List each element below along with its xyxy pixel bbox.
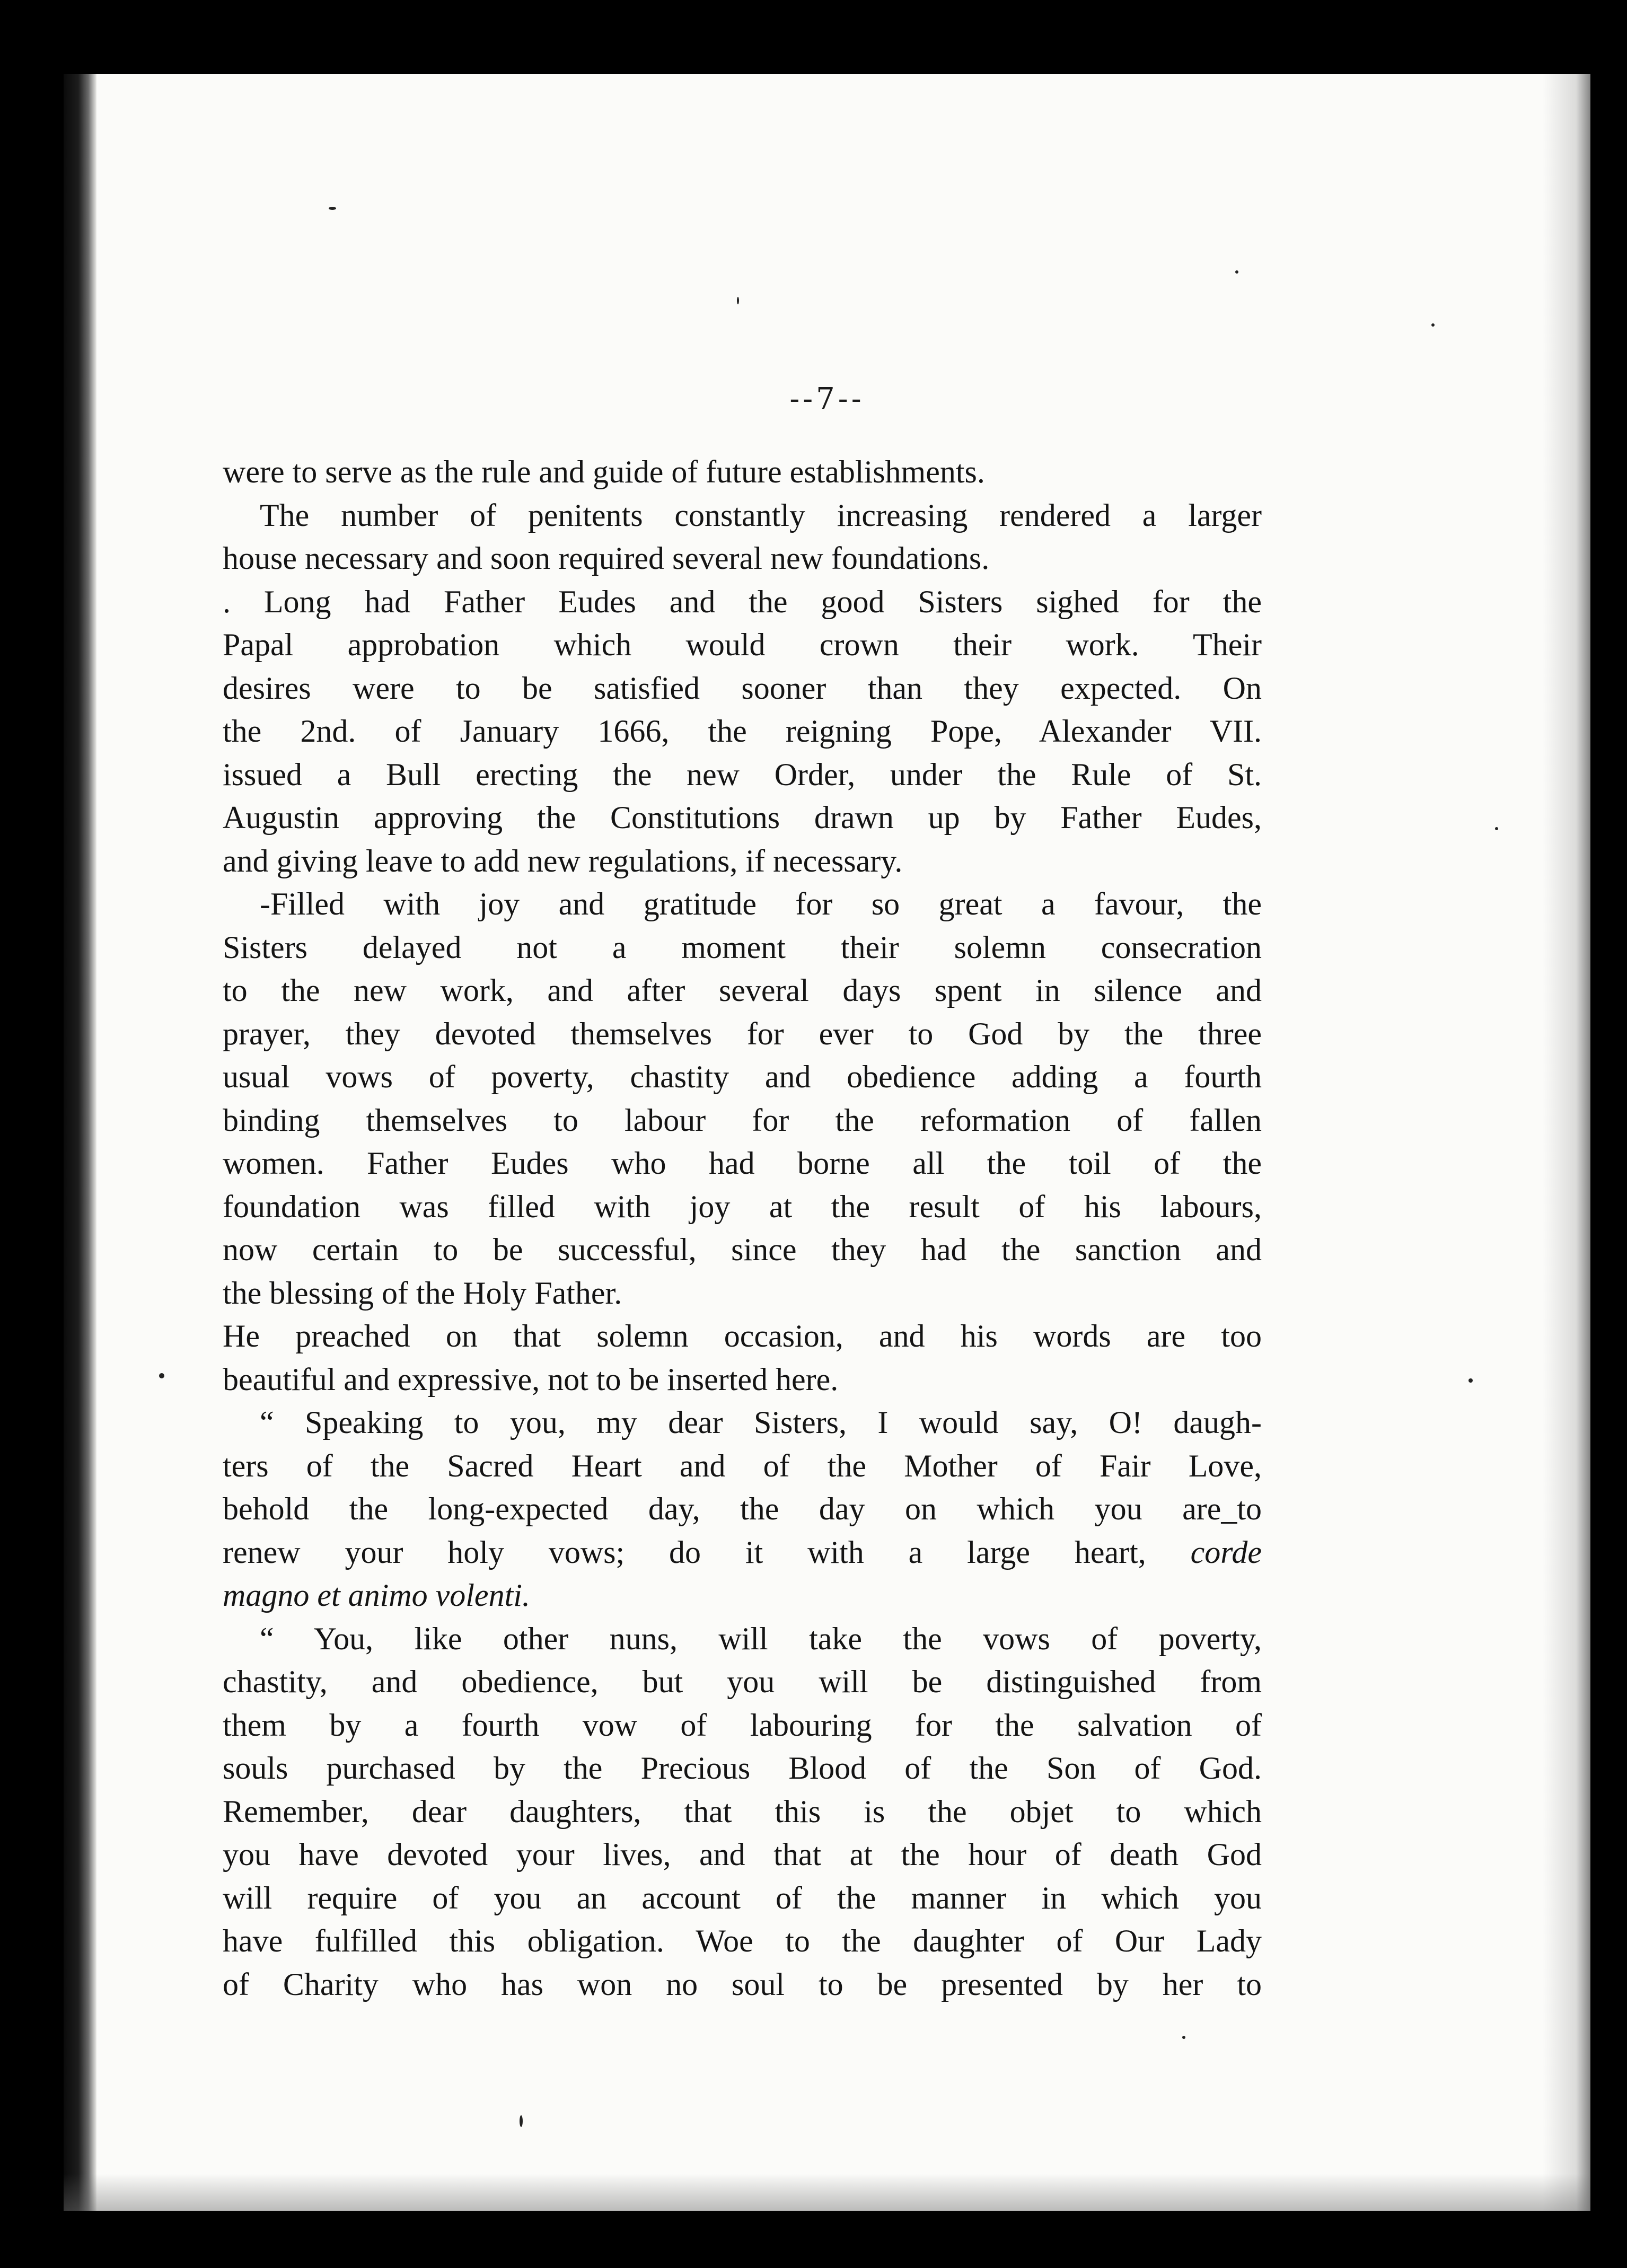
text-line <box>223 1488 1262 1531</box>
scan-speck <box>329 207 336 210</box>
text-line-content: prayer, they devoted themselves for ever to God by the three <box>223 1016 1262 1051</box>
text-line-content: chastity, and obedience, but you will be distinguished from <box>223 1664 1262 1699</box>
text-line <box>223 1531 1262 1575</box>
text-line-content: foundation was filled with joy at the result of his labours, <box>223 1189 1262 1224</box>
text-line <box>223 1790 1262 1834</box>
text-line <box>223 1185 1262 1229</box>
text-line-content: -Filled with joy and gratitude for so great a favour, the <box>260 886 1262 921</box>
page-number: --7-- <box>789 382 865 416</box>
text-line-content: desires were to be satisfied sooner than they expected. On <box>223 670 1262 706</box>
text-line <box>223 1315 1262 1358</box>
text-line <box>223 1445 1262 1488</box>
scan-speck <box>1431 323 1435 327</box>
text-line <box>223 1358 1262 1402</box>
text-line <box>223 1142 1262 1185</box>
text-line-content: them by a fourth vow of labouring for the salvation of <box>223 1707 1262 1743</box>
text-line-content: Sisters delayed not a moment their solemn consecration <box>223 929 1262 965</box>
text-line <box>223 710 1262 753</box>
text-line <box>223 753 1262 797</box>
italic-latin-phrase: corde <box>1190 1534 1262 1570</box>
scan-speck <box>1495 827 1498 830</box>
text-line-content: to the new work, and after several days spent in silence and <box>223 973 1262 1008</box>
scan-speck <box>1182 2036 1185 2039</box>
text-line <box>223 1401 1262 1445</box>
text-line <box>223 1660 1262 1704</box>
text-line <box>223 969 1262 1013</box>
page-edge-shadow <box>64 2174 1590 2211</box>
text-line <box>223 1833 1262 1877</box>
text-line <box>223 1056 1262 1099</box>
text-line <box>223 1963 1262 2007</box>
scan-speck <box>520 2115 523 2127</box>
text-line <box>223 537 1262 581</box>
text-line-content: . Long had Father Eudes and the good Sisters sighed for the <box>223 584 1262 619</box>
text-line <box>223 451 1262 494</box>
text-line-content: ters of the Sacred Heart and of the Mother of Fair Love, <box>223 1448 1262 1483</box>
text-line-content: beautiful and expressive, not to be inserted here. <box>223 1361 839 1397</box>
text-line <box>223 883 1262 926</box>
scan-speck <box>737 297 739 304</box>
text-line-content: you have devoted your lives, and that at the hour of death God <box>223 1837 1262 1872</box>
body-text <box>223 451 1262 2006</box>
text-line <box>223 1272 1262 1315</box>
text-line <box>223 623 1262 667</box>
text-line-content: issued a Bull erecting the new Order, under the Rule of St. <box>223 757 1262 792</box>
text-line-content: were to serve as the rule and guide of future establishments. <box>223 454 985 489</box>
text-line <box>223 1099 1262 1142</box>
scan-speck <box>1235 270 1238 274</box>
text-line-content: will require of you an account of the manner in which you <box>223 1880 1262 1915</box>
text-line <box>223 1618 1262 1661</box>
text-line <box>223 1704 1262 1747</box>
text-line-content: souls purchased by the Precious Blood of the Son of God. <box>223 1751 1262 1786</box>
text-line <box>223 1920 1262 1963</box>
text-line <box>223 581 1262 624</box>
text-line-content: Remember, dear daughters, that this is the objet to which <box>223 1794 1262 1829</box>
text-line-content: the 2nd. of January 1666, the reigning Pope, Alexander VII. <box>223 714 1262 749</box>
text-line <box>223 1228 1262 1272</box>
text-line-content: now certain to be successful, since they had the sanction and <box>223 1232 1262 1267</box>
text-line-content: Augustin approving the Constitutions drawn up by Father Eudes, <box>223 800 1262 835</box>
text-line-content: have fulfilled this obligation. Woe to the daughter of Our Lady <box>223 1923 1262 1958</box>
text-line-content: and giving leave to add new regulations, if necessary. <box>223 843 903 878</box>
text-line-content: The number of penitents constantly increasing rendered a larger <box>260 497 1262 533</box>
text-line-content: of Charity who has won no soul to be presented by her to <box>223 1966 1262 2002</box>
text-line <box>223 1574 1262 1618</box>
text-line-content: the blessing of the Holy Father. <box>223 1275 622 1311</box>
text-line <box>223 1877 1262 1920</box>
italic-latin-phrase: magno et animo volenti. <box>223 1578 530 1613</box>
text-line <box>223 494 1262 538</box>
scan-speck <box>159 1373 164 1378</box>
text-line-content: usual vows of poverty, chastity and obedience adding a fourth <box>223 1059 1262 1094</box>
text-line <box>223 796 1262 840</box>
text-line-content: Papal approbation which would crown their work. Their <box>223 627 1262 662</box>
text-line <box>223 926 1262 970</box>
scan-speck <box>1468 1378 1473 1383</box>
text-line-content: “ You, like other nuns, will take the vows of poverty, <box>260 1621 1262 1656</box>
text-line <box>223 667 1262 710</box>
text-line-content: women. Father Eudes who had borne all the toil of the <box>223 1146 1262 1181</box>
text-line-content: He preached on that solemn occasion, and his words are too <box>223 1318 1262 1353</box>
text-line-content: renew your holy vows; do it with a large heart, <box>223 1534 1146 1570</box>
text-line-content: house necessary and soon required several new foundations. <box>223 541 990 576</box>
scanned-page <box>64 74 1590 2211</box>
text-line <box>223 1013 1262 1056</box>
text-line-content: behold the long-expected day, the day on which you are_to <box>223 1491 1262 1526</box>
text-line-content: “ Speaking to you, my dear Sisters, I would say, O! daugh- <box>260 1405 1262 1440</box>
text-line <box>223 1747 1262 1790</box>
text-line <box>223 840 1262 883</box>
text-line-content: binding themselves to labour for the reformation of fallen <box>223 1102 1262 1138</box>
